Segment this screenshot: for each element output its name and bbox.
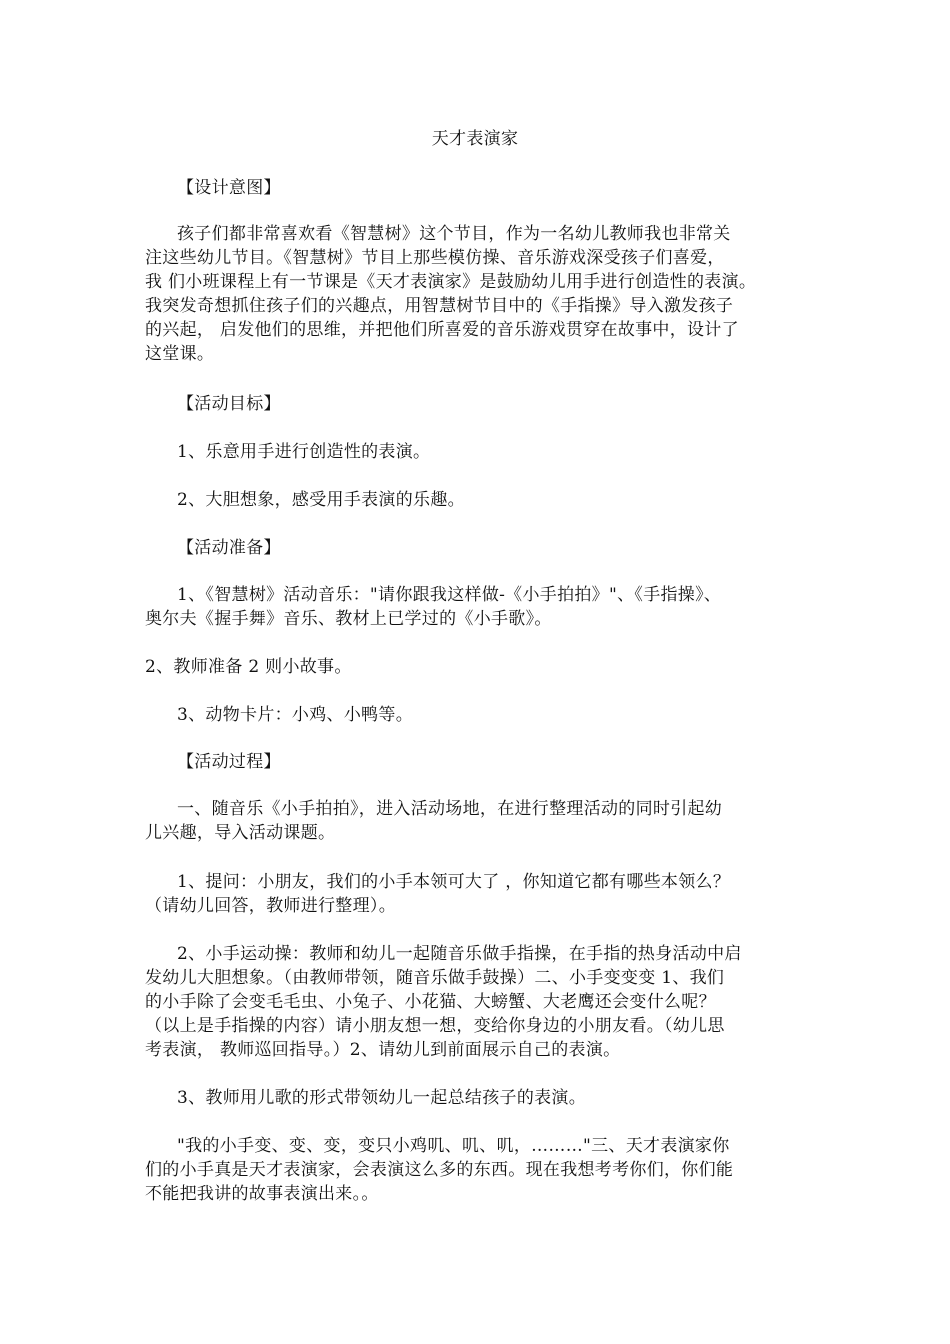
section-heading-process: 【活动过程】 [177,752,281,772]
paragraph-line: 考表演， 教师巡回指导。）2、请幼儿到前面展示自己的表演。 [145,1040,621,1060]
list-item: 3、动物卡片：小鸡、小鸭等。 [177,705,414,725]
paragraph-line: 我 们小班课程上有一节课是《天才表演家》是鼓励幼儿用手进行创造性的表演。 [145,272,757,292]
document-title: 天才表演家 [431,129,519,149]
paragraph-line: 2、小手运动操：教师和幼儿一起随音乐做手指操，在手指的热身活动中启 [177,944,742,964]
paragraph-line: 们的小手真是天才表演家，会表演这么多的东西。现在我想考考你们，你们能 [145,1160,734,1180]
paragraph-line: 1、提问：小朋友，我们的小手本领可大了 ，你知道它都有哪些本领么？ [177,872,731,892]
list-item: 奥尔夫《握手舞》音乐、教材上已学过的《小手歌》。 [145,609,552,629]
paragraph-line: 一、随音乐《小手拍拍》，进入活动场地，在进行整理活动的同时引起幼 [177,799,723,819]
paragraph-line: 我突发奇想抓住孩子们的兴趣点，用智慧树节目中的《手指操》导入激发孩子 [145,296,734,316]
section-heading-goals: 【活动目标】 [177,394,281,414]
section-heading-prep: 【活动准备】 [177,538,281,558]
paragraph-line: 的兴起， 启发他们的思维，并把他们所喜爱的音乐游戏贯穿在故事中，设计了 [145,320,739,340]
paragraph-line: 3、教师用儿歌的形式带领幼儿一起总结孩子的表演。 [177,1088,587,1108]
list-item: 1、乐意用手进行创造性的表演。 [177,442,431,462]
paragraph-line: （请幼儿回答，教师进行整理）。 [145,896,396,916]
paragraph-line: 不能把我讲的故事表演出来。。 [145,1184,379,1204]
paragraph-line: （以上是手指操的内容）请小朋友想一想，变给你身边的小朋友看。（幼儿思 [145,1016,725,1036]
paragraph-line: 儿兴趣，导入活动课题。 [145,823,336,843]
paragraph-line: 发幼儿大胆想象。（由教师带领，随音乐做手鼓操）二、小手变变变 1、我们 [145,968,725,988]
paragraph-line: 孩子们都非常喜欢看《智慧树》这个节目，作为一名幼儿教师我也非常关 [177,224,731,244]
list-item: 2、大胆想象，感受用手表演的乐趣。 [177,490,465,510]
paragraph-line: 注这些幼儿节目。《智慧树》节目上那些模仿操、音乐游戏深受孩子们喜爱， [145,248,725,268]
section-heading-intent: 【设计意图】 [177,178,281,198]
list-item: 1、《智慧树》活动音乐："请你跟我这样做-《小手拍拍》"、《手指操》、 [177,585,722,605]
list-item: 2、教师准备 2 则小故事。 [145,657,352,677]
paragraph-line: "我的小手变、变、变，变只小鸡叽、叽、叽，………"三、天才表演家你 [177,1136,730,1156]
paragraph-line: 的小手除了会变毛毛虫、小兔子、小花猫、大螃蟹、大老鹰还会变什么呢？ [145,992,716,1012]
paragraph-line: 这堂课。 [145,344,215,364]
